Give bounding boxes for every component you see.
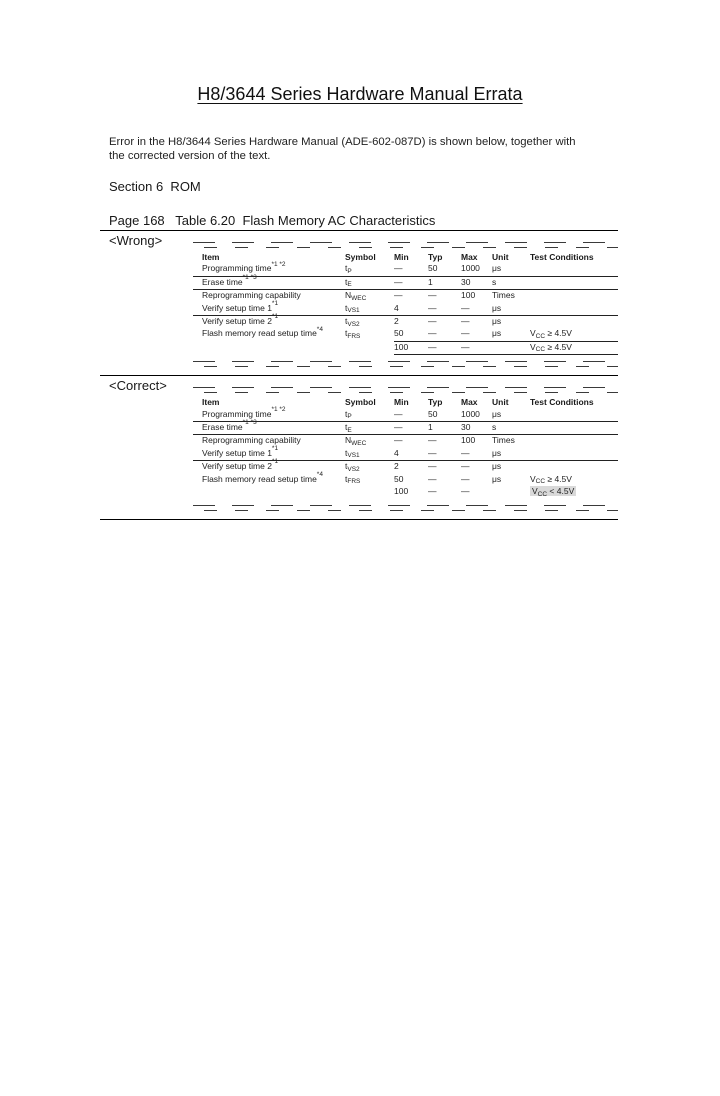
col-header-typ: Typ	[428, 397, 443, 408]
item-note: *4	[316, 470, 323, 478]
cell-symbol	[345, 342, 394, 354]
col-header-symbol: Symbol	[345, 397, 376, 408]
cell-item: Erase time$^{*1 *3}$	[202, 419, 257, 433]
cell-item: Verify setup time 2$^{*1}$	[202, 458, 279, 472]
cell-symbol: tP	[345, 263, 352, 275]
col-header-typ: Typ	[428, 252, 443, 262]
cell-unit: Times	[492, 435, 515, 446]
cell-max: —	[461, 486, 470, 497]
cell-symbol: tE	[345, 422, 352, 434]
cell-test-conditions	[530, 461, 618, 473]
cell-min: —	[394, 276, 403, 287]
cell-test-conditions: VCC ≥ 4.5V	[530, 473, 572, 486]
item-note: *1 *3	[242, 273, 257, 281]
cell-item: Erase time$^{*1 *3}$	[202, 273, 257, 287]
cell-symbol: tVS2	[345, 316, 360, 328]
cell-test-conditions	[530, 409, 618, 421]
wrong-table	[193, 252, 618, 355]
cell-symbol: tFRS	[345, 473, 361, 486]
col-header-min: Min	[394, 252, 409, 262]
cell-symbol	[345, 486, 394, 498]
cell-test-conditions	[530, 316, 618, 328]
torn-edge-bottom	[193, 359, 618, 368]
cell-unit: μs	[492, 447, 502, 458]
cell-min: 100	[394, 341, 409, 352]
cell-item: Programming time$^{*1 *2}$	[202, 260, 286, 274]
cell-typ: 1	[428, 276, 433, 287]
cell-unit	[492, 342, 530, 354]
cell-test-conditions	[530, 263, 618, 275]
cell-item	[193, 486, 345, 498]
cell-item: Flash memory read setup time$^{*4}$	[202, 325, 323, 339]
cell-typ: —	[428, 486, 437, 497]
cell-min: 50	[394, 473, 404, 484]
cell-symbol: tVS1	[345, 447, 360, 460]
cell-min: 2	[394, 316, 399, 327]
correct-section	[100, 376, 618, 511]
section-heading: Section 6 ROM	[109, 179, 201, 194]
cell-test-conditions	[530, 486, 618, 498]
correct-table-clipping	[193, 376, 618, 511]
cell-max: —	[461, 316, 470, 327]
cell-test-conditions: VCC ≥ 4.5V	[530, 328, 572, 341]
cell-symbol: tP	[345, 408, 352, 421]
cell-typ: 50	[428, 263, 438, 274]
col-header-min: Min	[394, 397, 409, 408]
torn-edge-bottom	[193, 503, 618, 512]
page-title: H8/3644 Series Hardware Manual Errata	[197, 84, 523, 104]
cell-symbol: tFRS	[345, 328, 361, 341]
cell-max: —	[461, 447, 470, 458]
col-header-max: Max	[461, 252, 478, 262]
cell-unit: s	[492, 422, 497, 433]
cell-test-conditions	[530, 448, 618, 460]
cell-item: Reprogramming capability	[202, 435, 301, 446]
col-header-max: Max	[461, 397, 478, 408]
correct-label: <Correct>	[109, 378, 167, 394]
cell-max: 30	[461, 422, 471, 433]
cell-unit: μs	[492, 263, 502, 274]
col-header-unit: Unit	[492, 397, 509, 408]
cell-typ: 50	[428, 408, 438, 419]
wrong-section	[100, 231, 618, 368]
cell-min: —	[394, 408, 403, 419]
col-header-test-conditions: Test Conditions	[530, 397, 594, 408]
cell-max: —	[461, 341, 470, 352]
cell-min: 50	[394, 328, 404, 339]
cell-symbol: NWEC	[345, 435, 367, 448]
cell-min: —	[394, 263, 403, 274]
cell-max: —	[461, 302, 470, 313]
cell-unit: s	[492, 276, 497, 287]
cell-max: —	[461, 473, 470, 484]
cell-typ: —	[428, 302, 437, 313]
cell-unit: μs	[492, 473, 502, 484]
cell-typ: —	[428, 461, 437, 472]
col-header-test-conditions: Test Conditions	[530, 252, 594, 262]
torn-edge-top	[193, 385, 618, 394]
wrong-label: <Wrong>	[109, 233, 163, 248]
cell-typ: —	[428, 328, 437, 339]
cell-symbol: tE	[345, 276, 352, 289]
cell-unit: μs	[492, 461, 502, 472]
cell-min: 2	[394, 461, 399, 472]
intro-line-2: the corrected version of the text.	[109, 150, 271, 162]
cell-unit	[492, 486, 530, 498]
partial-row-separator	[394, 354, 618, 355]
corrected-value-highlight: VCC < 4.5V	[532, 486, 575, 498]
cell-typ: —	[428, 316, 437, 327]
cell-max: 1000	[461, 263, 480, 274]
cell-item: Reprogramming capability	[202, 290, 301, 301]
cell-min: 4	[394, 302, 399, 313]
cell-typ: 1	[428, 422, 433, 433]
item-note: *4	[316, 325, 323, 333]
item-note: *1	[271, 458, 279, 466]
cell-min: —	[394, 422, 403, 433]
cell-min: —	[394, 435, 403, 446]
cell-item: Flash memory read setup time$^{*4}$	[202, 470, 323, 484]
cell-unit: μs	[492, 328, 502, 339]
cell-unit: μs	[492, 316, 502, 327]
cell-min: 4	[394, 447, 399, 458]
cell-unit: Times	[492, 290, 515, 301]
correct-table	[193, 397, 618, 498]
item-note: *1 *3	[242, 419, 257, 427]
cell-typ: —	[428, 290, 437, 301]
cell-test-conditions	[530, 435, 618, 447]
cell-max: 30	[461, 276, 471, 287]
cell-item	[193, 342, 345, 354]
item-note: *1	[271, 299, 279, 307]
cell-typ: —	[428, 473, 437, 484]
cell-unit: μs	[492, 302, 502, 313]
cell-typ: —	[428, 435, 437, 446]
wrong-table-clipping	[193, 231, 618, 368]
cell-symbol: NWEC	[345, 290, 367, 302]
cell-max: —	[461, 461, 470, 472]
divider-rule-bottom	[100, 519, 618, 520]
cell-item: Verify setup time 1$^{*1}$	[202, 445, 279, 458]
cell-max: 1000	[461, 408, 480, 419]
intro-line-1: Error in the H8/3644 Series Hardware Manual (ADE-602-087D) is shown below, together with	[109, 136, 576, 148]
col-header-symbol: Symbol	[345, 252, 376, 262]
cell-test-conditions: VCC ≥ 4.5V	[530, 341, 572, 354]
col-header-unit: Unit	[492, 252, 509, 262]
intro-text	[109, 135, 620, 163]
cell-typ: —	[428, 447, 437, 458]
cell-symbol: tVS1	[345, 302, 360, 315]
page-table-ref: Page 168 Table 6.20 Flash Memory AC Characteristics	[109, 213, 436, 228]
cell-item: Verify setup time 1$^{*1}$	[202, 299, 279, 313]
item-note: *1 *2	[271, 260, 286, 268]
col-header-item: Item	[202, 252, 220, 262]
col-header-item: Item	[202, 397, 220, 408]
cell-test-conditions	[530, 290, 618, 302]
cell-test-conditions	[530, 303, 618, 315]
cell-test-conditions	[530, 277, 618, 289]
cell-item: Verify setup time 2$^{*1}$	[202, 313, 279, 327]
cell-typ: —	[428, 341, 437, 352]
item-note: *1 *2	[271, 405, 286, 413]
item-note: *1	[271, 445, 279, 453]
cell-item: Programming time$^{*1 *2}$	[202, 405, 286, 419]
torn-edge-top	[193, 240, 618, 249]
cell-max: 100	[461, 290, 476, 301]
item-note: *1	[271, 313, 279, 321]
cell-test-conditions	[530, 422, 618, 434]
cell-unit: μs	[492, 408, 502, 419]
cell-max: 100	[461, 435, 476, 446]
cell-max: —	[461, 328, 470, 339]
cell-min: —	[394, 290, 403, 301]
cell-min: 100	[394, 486, 409, 497]
cell-symbol: tVS2	[345, 461, 360, 473]
